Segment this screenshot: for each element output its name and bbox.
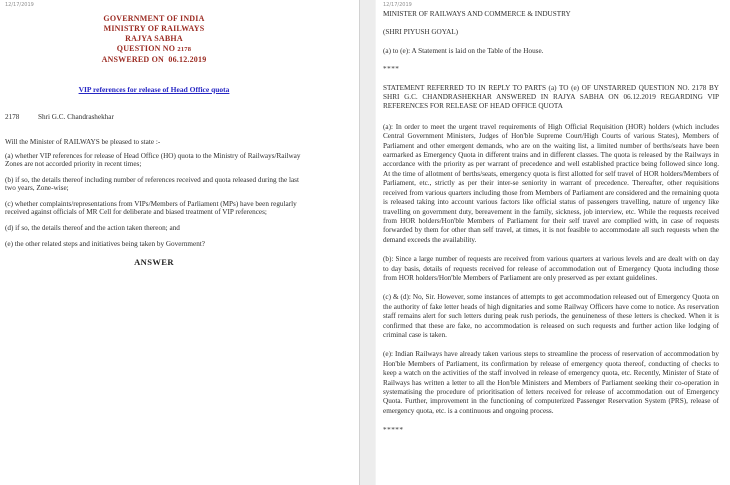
question-intro: Will the Minister of RAILWAYS be pleased to state :- <box>5 138 161 146</box>
member-name: Shri G.C. Chandrashekhar <box>38 113 114 121</box>
separator-top: **** <box>383 65 400 74</box>
minister-name: (SHRI PIYUSH GOYAL) <box>383 28 459 37</box>
page-divider <box>359 0 376 485</box>
question-part-e: (e) the other related steps and initiatives being taken by Government? <box>5 240 205 248</box>
answered-on-line: ANSWERED ON 06.12.2019 <box>101 55 207 64</box>
answer-para-a: (a): In order to meet the urgent travel requirements of High Official Requisition (HOR) holders (which includes Central Government Ministers, Judges of Hon'ble Supreme Court/High Courts of various States), Members of Parliament and other emergent demands, who are on the waiting list, a limited number of berths/seats have been earmarked as Emergency Quota in different trains and in different classes. The quota is released by the Railways in accordance with the priority as per warrant of precedence and well established practice being followed since long. At the time of allotment of berths/seats, emergency quota is first allotted for self travel of HOR holders/Members of Parliament, etc., strictly as per their inter-se seniority in warrant of precedence. Thereafter, other requisitions received from various quarters including those from Members of Parliament are considered and the remaining quota is released taking into account various factors like official status of passengers travelling, nature of urgency like travelling on government duty, bereavement in the family, sickness, job interview, etc. While the requests received from HOR holders/Hon'ble Members of Parliament for their self travel are complied with, in case of requests forwarded by them for other than self travel, at times, it is not feasible to accommodate all such requests when the demand exceeds the availability. <box>383 122 719 244</box>
statement-laid-line: (a) to (e): A Statement is laid on the Table of the House. <box>383 46 544 55</box>
answer-para-e: (e): Indian Railways have already taken various steps to streamline the process of reservation of accommodation by Hon'ble Members of Parliament, its confirmation by release of emergency quota thereof, conducting of checks to keep a watch on the activities of the staff involved in release of emergency quota, etc. Recently, Minister of State of Railways has written a letter to all the Hon'ble Ministers and Members of Parliament seeking their co-operation in systematising the procedure of prioritisation of letters received for release of accommodation out of Emergency Quota. Further, improvement in the functioning of computerized Passenger Reservation System (PRS), release of emergency quota, etc. is a continuous and ongoing process. <box>383 350 719 415</box>
answer-para-cd: (c) & (d): No, Sir. However, some instances of attempts to get accommodation released out of Emergency Quota on the authority of fake letter heads of high dignitaries and some Railway Officers have come to notice. As reservation staff remains alert for such letters during peak rush periods, the genuineness of these letters is checked. When it is confirmed that these are fake, no accommodation is released on such requests and further action like lodging of criminal case is taken. <box>383 293 719 339</box>
question-number-label: QUESTION NO <box>116 44 176 53</box>
answer-heading: ANSWER <box>134 257 174 267</box>
question-number-line <box>5 44 303 55</box>
answer-page <box>376 0 730 485</box>
statement-heading: STATEMENT REFERRED TO IN REPLY TO PARTS (a) TO (e) OF UNSTARRED QUESTION NO. 2178 BY SHRI G.C. CHANDRASHEKHAR ANSWERED IN RAJYA SABHA ON 06.12.2019 REGARDING VIP REFERENCES FOR RELEASE OF HEAD OFFICE QUOTA <box>383 83 719 111</box>
question-part-a: (a) whether VIP references for release of Head Office (HO) quota to the Ministry of Railways/Railway Zones are not accorded priority in recent times; <box>5 152 301 168</box>
question-part-d: (d) if so, the details thereof and the action taken thereon; and <box>5 224 180 232</box>
question-number-value: 2178 <box>177 46 192 53</box>
question-body <box>5 138 303 248</box>
ministry-title: MINISTRY OF RAILWAYS <box>103 24 205 33</box>
government-title: GOVERNMENT OF INDIA <box>103 14 205 23</box>
question-part-b: (b) if so, the details thereof including number of references received and quota released during the last two years, Zone-wise; <box>5 176 299 192</box>
question-part-c: (c) whether complaints/representations from VIPs/Members of Parliament (MPs) have been regularly received against officials of MR Cell for deliberate and biased treatment of VIP references; <box>5 200 297 216</box>
house-title: RAJYA SABHA <box>125 34 183 43</box>
separator-bottom: ***** <box>383 426 404 435</box>
print-date-left: 12/17/2019 <box>5 2 34 8</box>
print-date-right: 12/17/2019 <box>383 2 412 8</box>
minister-title: MINISTER OF RAILWAYS AND COMMERCE & INDUSTRY <box>383 10 571 18</box>
document-header <box>5 14 303 65</box>
answer-para-b: (b): Since a large number of requests are received from various quarters at various levels and are dealt with on day to day basis, details of requests received for release of accommodation out of Emergency Quota including those from HOR holders/Hon'ble Members of Parliament are only preserved as per extant guidelines. <box>383 255 719 282</box>
question-page <box>0 0 359 485</box>
member-row <box>5 113 303 121</box>
subject-link[interactable]: VIP references for release of Head Office quota <box>78 85 230 94</box>
subject-line <box>5 79 303 97</box>
question-number: 2178 <box>5 113 20 121</box>
